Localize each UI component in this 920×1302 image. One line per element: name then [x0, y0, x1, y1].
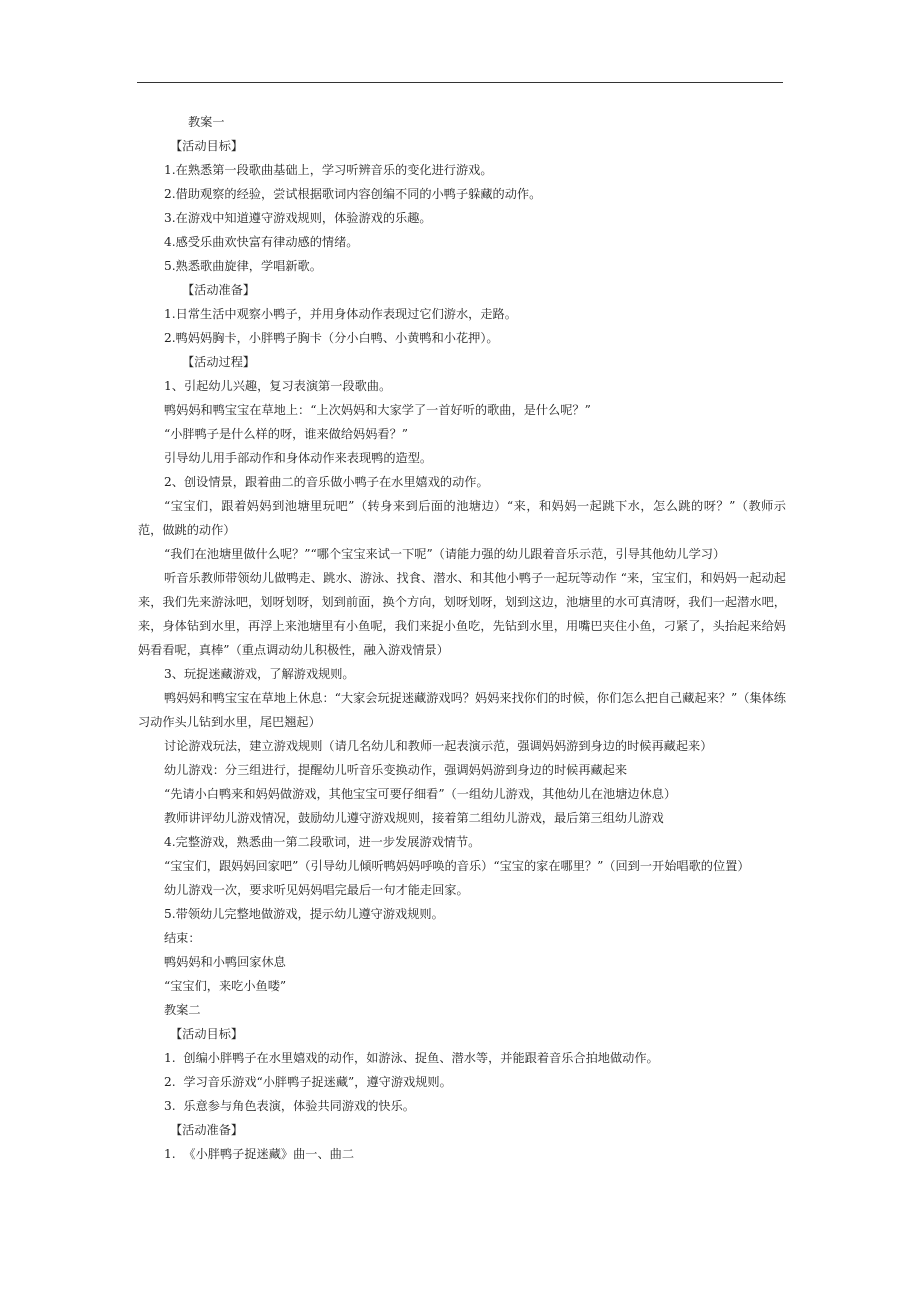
paragraph: 1. 创编小胖鸭子在水里嬉戏的动作，如游泳、捉鱼、潜水等，并能跟着音乐合拍地做动作。: [164, 1051, 659, 1065]
paragraph: 4.完整游戏，熟悉曲一第二段歌词，进一步发展游戏情节。: [164, 835, 481, 849]
header-rule: [137, 82, 783, 83]
paragraph: 教师讲评幼儿游戏情况，鼓励幼儿遵守游戏规则，接着第二组幼儿游戏，最后第三组幼儿游戏: [164, 811, 664, 825]
paragraph: 1.在熟悉第一段歌曲基础上，学习听辨音乐的变化进行游戏。: [164, 163, 493, 177]
paragraph: 5.带领幼儿完整地做游戏，提示幼儿遵守游戏规则。: [164, 907, 444, 921]
paragraph: 教案一: [188, 115, 225, 129]
paragraph: 5.熟悉歌曲旋律，学唱新歌。: [164, 259, 322, 273]
paragraph: 讨论游戏玩法，建立游戏规则（请几名幼儿和教师一起表演示范，强调妈妈游到身边的时候再藏起来）: [164, 739, 713, 753]
paragraph: 1.日常生活中观察小鸭子，并用身体动作表现过它们游水，走路。: [164, 307, 517, 321]
paragraph: “宝宝们，来吃小鱼喽”: [164, 979, 287, 993]
paragraph: 幼儿游戏一次，要求听见妈妈唱完最后一句才能走回家。: [164, 883, 469, 897]
paragraph: 3. 乐意参与角色表演，体验共同游戏的快乐。: [164, 1099, 415, 1113]
paragraph: “宝宝们，跟着妈妈到池塘里玩吧”（转身来到后面的池塘边）“来，和妈妈一起跳下水，怎么跳的呀？”（教师示范，做跳的动作）: [138, 499, 786, 537]
paragraph: 结束：: [164, 931, 201, 945]
paragraph: 【活动准备】: [170, 1123, 244, 1137]
paragraph: 【活动目标】: [170, 139, 244, 153]
paragraph: 3.在游戏中知道遵守游戏规则，体验游戏的乐趣。: [164, 211, 432, 225]
paragraph: 幼儿游戏：分三组进行，提醒幼儿听音乐变换动作，强调妈妈游到身边的时候再藏起来: [164, 763, 628, 777]
paragraph: 鸭妈妈和小鸭回家休息: [164, 955, 286, 969]
paragraph: 鸭妈妈和鸭宝宝在草地上休息：“大家会玩捉迷藏游戏吗？妈妈来找你们的时候，你们怎么把自己藏起来？”（集体练习动作头儿钻到水里，尾巴翘起）: [138, 691, 786, 729]
paragraph: 1、引起幼儿兴趣，复习表演第一段歌曲。: [164, 379, 392, 393]
paragraph: 教案二: [164, 1003, 201, 1017]
paragraph: 3、玩捉迷藏游戏，了解游戏规则。: [164, 667, 355, 681]
paragraph: 4.感受乐曲欢快富有律动感的情绪。: [164, 235, 359, 249]
document-body: [138, 110, 786, 1166]
paragraph: 2.借助观察的经验，尝试根据歌词内容创编不同的小鸭子躲藏的动作。: [164, 187, 542, 201]
paragraph: 【活动过程】: [182, 355, 256, 369]
paragraph: 【活动目标】: [170, 1027, 244, 1041]
paragraph: “先请小白鸭来和妈妈做游戏，其他宝宝可要仔细看”（一组幼儿游戏，其他幼儿在池塘边休息）: [164, 787, 677, 801]
paragraph: 2、创设情景，跟着曲二的音乐做小鸭子在水里嬉戏的动作。: [164, 475, 489, 489]
paragraph: 【活动准备】: [182, 283, 256, 297]
paragraph: 2.鸭妈妈胸卡，小胖鸭子胸卡（分小白鸭、小黄鸭和小花押）。: [164, 331, 499, 345]
paragraph: “宝宝们，跟妈妈回家吧”（引导幼儿倾听鸭妈妈呼唤的音乐）“宝宝的家在哪里？”（回到一开始唱歌的位置）: [164, 859, 750, 873]
paragraph: 听音乐教师带领幼儿做鸭走、跳水、游泳、找食、潜水、和其他小鸭子一起玩等动作 “来，宝宝们，和妈妈一起动起来，我们先来游泳吧，划呀划呀，划到前面，换个方向，划呀划呀，划到这边，池塘里的水可真清呀，我们一起潜水吧，来，身体钻到水里，再浮上来池塘里有小鱼呢，我们来捉小鱼吃，先钻到水里，用嘴巴夹住小鱼，刁紧了，头抬起来给妈妈看看呢，真棒”（重点调动幼儿积极性，融入游戏情景）: [138, 571, 786, 657]
paragraph: 引导幼儿用手部动作和身体动作来表现鸭的造型。: [164, 451, 433, 465]
paragraph: “小胖鸭子是什么样的呀，谁来做给妈妈看？”: [164, 427, 409, 441]
paragraph: 1. 《小胖鸭子捉迷藏》曲一、曲二: [164, 1147, 355, 1161]
paragraph: 2. 学习音乐游戏“小胖鸭子捉迷藏”，遵守游戏规则。: [164, 1075, 452, 1089]
paragraph: “我们在池塘里做什么呢？”“哪个宝宝来试一下呢”（请能力强的幼儿跟着音乐示范，引导其他幼儿学习）: [164, 547, 726, 561]
paragraph: 鸭妈妈和鸭宝宝在草地上：“上次妈妈和大家学了一首好听的歌曲，是什么呢？”: [164, 403, 591, 417]
